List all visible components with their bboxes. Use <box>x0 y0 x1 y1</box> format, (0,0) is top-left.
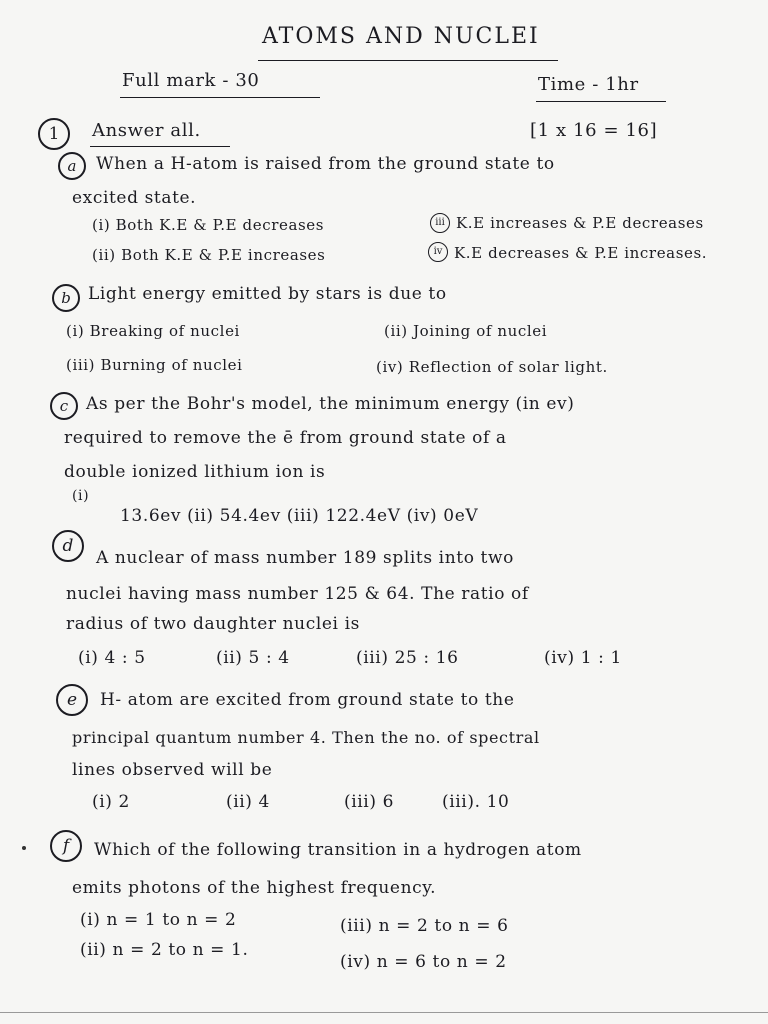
qd-option-1: (i) 4 : 5 <box>78 648 146 668</box>
qc-line-2: required to remove the ē from ground state of a <box>64 428 507 448</box>
qb-option-1: (i) Breaking of nuclei <box>66 322 240 340</box>
page-bottom-edge <box>0 1012 768 1013</box>
qa-option-1: (i) Both K.E & P.E decreases <box>92 216 325 234</box>
qf-option-1: (i) n = 1 to n = 2 <box>80 910 237 930</box>
qc-options: 13.6ev (ii) 54.4ev (iii) 122.4eV (iv) 0eV <box>120 506 479 526</box>
qc-option-marker: (i) <box>72 488 90 504</box>
qb-line-1: Light energy emitted by stars is due to <box>88 284 447 304</box>
qd-line-2: nuclei having mass number 125 & 64. The ratio of <box>66 584 529 604</box>
qb-option-4: (iv) Reflection of solar light. <box>376 358 608 376</box>
page-title: ATOMS AND NUCLEI <box>262 24 540 49</box>
qf-option-2: (ii) n = 2 to n = 1. <box>80 940 249 960</box>
sub-question-label-e: e <box>56 684 88 716</box>
qf-line-1: Which of the following transition in a hydrogen atom <box>94 840 582 860</box>
qe-option-1: (i) 2 <box>92 792 130 812</box>
sub-question-label-c: c <box>50 392 78 420</box>
qf-option-3: (iii) n = 2 to n = 6 <box>340 916 509 936</box>
qc-line-1: As per the Bohr's model, the minimum energy (in ev) <box>86 394 575 414</box>
qe-line-2: principal quantum number 4. Then the no. of spectral <box>72 728 540 747</box>
qe-option-4: (iii). 10 <box>442 792 510 812</box>
qe-option-3: (iii) 6 <box>344 792 394 812</box>
sub-question-label-d: d <box>52 530 84 562</box>
sub-question-label-f: f <box>50 830 82 862</box>
qa-option-2: (ii) Both K.E & P.E increases <box>92 246 326 264</box>
qf-line-2: emits photons of the highest frequency. <box>72 878 437 898</box>
qa-option-4: K.E decreases & P.E increases. <box>454 244 708 262</box>
qa-line-2: excited state. <box>72 188 197 208</box>
qd-line-1: A nuclear of mass number 189 splits into two <box>96 548 514 568</box>
sub-question-label-a: a <box>58 152 86 180</box>
question-number-circle: 1 <box>38 118 70 150</box>
instruction-text: Answer all. <box>92 120 201 141</box>
full-mark-underline <box>120 97 320 98</box>
qa-option-3: K.E increases & P.E decreases <box>456 214 704 232</box>
qa-line-1: When a H-atom is raised from the ground state to <box>96 154 555 174</box>
qe-line-3: lines observed will be <box>72 760 273 780</box>
title-underline <box>258 60 558 61</box>
qd-line-3: radius of two daughter nuclei is <box>66 614 360 634</box>
time-underline <box>536 101 666 102</box>
time-allowed: Time - 1hr <box>538 74 639 95</box>
qd-option-3: (iii) 25 : 16 <box>356 648 459 668</box>
qe-line-1: H- atom are excited from ground state to the <box>100 690 515 710</box>
marks-allotment: [1 x 16 = 16] <box>530 120 658 141</box>
qd-option-2: (ii) 5 : 4 <box>216 648 290 668</box>
qf-option-4: (iv) n = 6 to n = 2 <box>340 952 507 972</box>
qb-option-3: (iii) Burning of nuclei <box>66 356 243 374</box>
qb-option-2: (ii) Joining of nuclei <box>384 322 548 340</box>
full-mark: Full mark - 30 <box>122 70 260 91</box>
qd-option-4: (iv) 1 : 1 <box>544 648 622 668</box>
sub-question-label-b: b <box>52 284 80 312</box>
margin-dot <box>22 846 26 850</box>
qe-option-2: (ii) 4 <box>226 792 270 812</box>
qa-option-4-marker: iv <box>428 242 448 262</box>
instruction-underline <box>90 146 230 147</box>
qc-line-3: double ionized lithium ion is <box>64 462 326 482</box>
qa-option-3-marker: iii <box>430 213 450 233</box>
